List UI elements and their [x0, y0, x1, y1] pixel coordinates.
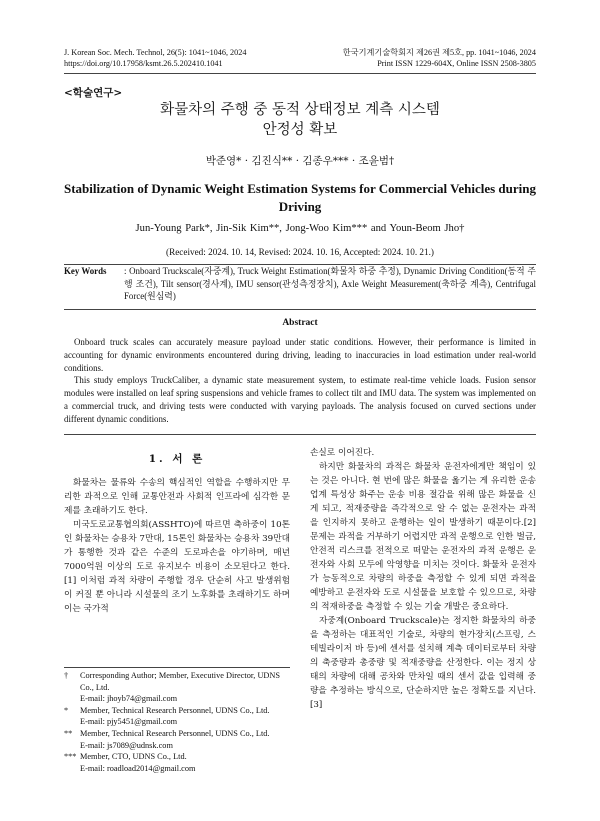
footnote-text: Corresponding Author; Member, Executive Director, UDNS Co., Ltd.	[80, 671, 281, 692]
journal-korean-citation: 한국기계기술학회지 제26권 제5호, pp. 1041~1046, 2024	[342, 48, 536, 57]
korean-authors: 박준영* · 김진식** · 김종우*** · 조윤범†	[205, 155, 395, 167]
abstract-rule	[64, 434, 536, 435]
footnote-email[interactable]: E-mail: pjy5451@gmail.com	[80, 717, 178, 727]
footnote-email[interactable]: E-mail: roadload2014@gmail.com	[80, 763, 196, 773]
footnote-mark: ***	[64, 752, 77, 762]
keywords-label: Key Words	[64, 266, 107, 276]
body-paragraph: 하지만 화물차의 과적은 화물차 운전자에게만 책임이 있는 것은 아니다. 현 번에 많은 화물을 옮기는 게 유리한 운송 업계 특성상 화주는 운송 비용 절감을 위해 많은 화물을 신게 되고, 적재중량을 즉각적으로 알 수 없는 운전자는 과적을 인지하지 못하고 운행하는 일이 발생하기 때문이다.[2] 문제는 과적을 거부하기 어렵지만 과적 운행으로 인한 벌금, 안전적 리스크를 전적으로 떠맡는 운전자의 과적 운행은 운전자와 사회 모두에 악영향을 미치는 것이다. 화물차 운전자가 능동적으로 차량의 하중을 측정할 수 있게 되면 과적을 예방하고 운전자와 도로 시설물을 보호할 수 있으므로, 차량의 적재하중을 측정할 수 있는 기술 개발은 중요하다.	[310, 462, 536, 612]
body-paragraph: 화물차는 물류와 수송의 핵심적인 역할을 수행하지만 무리한 과적으로 인해 교통안전과 사회적 인프라에 심각한 문제를 초래하기도 한다.	[64, 478, 290, 516]
footnote-item	[64, 670, 290, 705]
right-column	[310, 446, 536, 712]
footnote-text: Member, CTO, UDNS Co., Ltd.	[80, 752, 187, 762]
footnote-item	[64, 751, 290, 774]
abstract-body	[64, 336, 536, 426]
abstract-paragraph: This study employs TruckCaliber, a dynamic state measurement system, to estimate real-time vehicle loads. Fusion sensor modules were installed on leaf spring suspensions and vehicle frames to collect tilt and IMU data. The system was implemented on a commercial truck, and driving tests were conducted with varying payloads. The analysis focused on curved sections under different dynamic conditions.	[64, 375, 536, 424]
footnote-rule	[64, 667, 290, 668]
header-rule	[64, 73, 536, 74]
footnote-text: Member, Technical Research Personnel, UDNS Co., Ltd.	[80, 728, 270, 738]
korean-title-line1: 화물차의 주행 중 동적 상태정보 계측 시스템	[160, 102, 440, 118]
journal-citation	[64, 47, 246, 69]
korean-title	[0, 100, 600, 140]
english-authors: Jun-Young Park*, Jin-Sik Kim**, Jong-Woo Kim*** and Youn-Beom Jho†	[135, 223, 465, 234]
footnote-mark: **	[64, 728, 73, 738]
journal-issn	[343, 47, 536, 69]
body-paragraph: 손실로 이어진다.	[310, 448, 375, 458]
body-paragraph: 자중계(Onboard Truckscale)는 정지한 화물차의 하중을 측정하는 대표적인 기술로, 차량의 현가장치(스프링, 스테빌라이저 바 등)에 센서를 설치해 계측 데이터로부터 차량의 축중량과 총중량 및 적재중량을 산정한다. 이는 정지 상태의 차량에 대해 공차와 만차일 때의 센서 값을 입력해 중량을 추정하는 방식으로, 단순하지만 높은 정확도를 지닌다.[3]	[310, 616, 536, 710]
section-heading-introduction: 1. 서 론	[148, 453, 206, 465]
abstract-paragraph: Onboard truck scales can accurately measure payload under static conditions. However, their performance is limited in accounting for dynamic environments encountered during driving, leading to inaccuracies in load estimation under real-world conditions.	[64, 337, 536, 373]
doi-link[interactable]: https://doi.org/10.17958/ksmt.26.5.202410.1041	[64, 59, 223, 68]
body-paragraph: 미국도로교통협의회(ASSHTO)에 따르면 축하중이 10톤인 화물차는 승용차 7만대, 15톤인 화물차는 승용차 39만대가 통행한 것과 같은 수준의 도로파손을 야기하며, 매년 7000억원 이상의 도로 유지보수 비용이 소모된다고 한다.[1] 이처럼 과적 차량이 주행할 경우 단순히 사고 발생위험이 커질 뿐 아니라 시설물의 조기 노후화를 초래하기도 하며 이는 국가적	[64, 520, 290, 614]
english-title: Stabilization of Dynamic Weight Estimation Systems for Commercial Vehicles during Driving	[64, 181, 536, 214]
footnote-item	[64, 705, 290, 728]
footnote-item	[64, 728, 290, 751]
footnote-text: Member, Technical Research Personnel, UDNS Co., Ltd.	[80, 705, 270, 715]
footnotes	[64, 670, 290, 774]
abstract-heading: Abstract	[282, 318, 318, 328]
keywords-block	[64, 265, 536, 303]
received-dates: (Received: 2024. 10. 14, Revised: 2024. 10. 16, Accepted: 2024. 10. 21.)	[166, 247, 434, 257]
article-category: <학술연구>	[64, 87, 123, 99]
issn-line: Print ISSN 1229-604X, Online ISSN 2508-3805	[377, 59, 536, 68]
journal-citation-line: J. Korean Soc. Mech. Technol, 26(5): 1041~1046, 2024	[64, 48, 247, 57]
keywords-bottom-rule	[64, 309, 536, 310]
footnote-mark: †	[64, 671, 69, 680]
korean-title-line2: 안정성 확보	[262, 122, 338, 138]
footnote-email[interactable]: E-mail: jhoyb74@gmail.com	[80, 694, 178, 704]
footnote-mark: *	[64, 705, 69, 715]
left-column	[64, 452, 290, 616]
keywords-text: : Onboard Truckscale(자중계), Truck Weight Estimation(화물차 하중 추정), Dynamic Driving Condition(동적 주행 조건), Tilt sensor(경사계), IMU sensor(관성측정장치), Axle Weight Measurement(축하중 계측), Centrifugal Force(원심력)	[124, 266, 536, 301]
footnote-email[interactable]: E-mail: js7089@udnsk.com	[80, 740, 173, 750]
